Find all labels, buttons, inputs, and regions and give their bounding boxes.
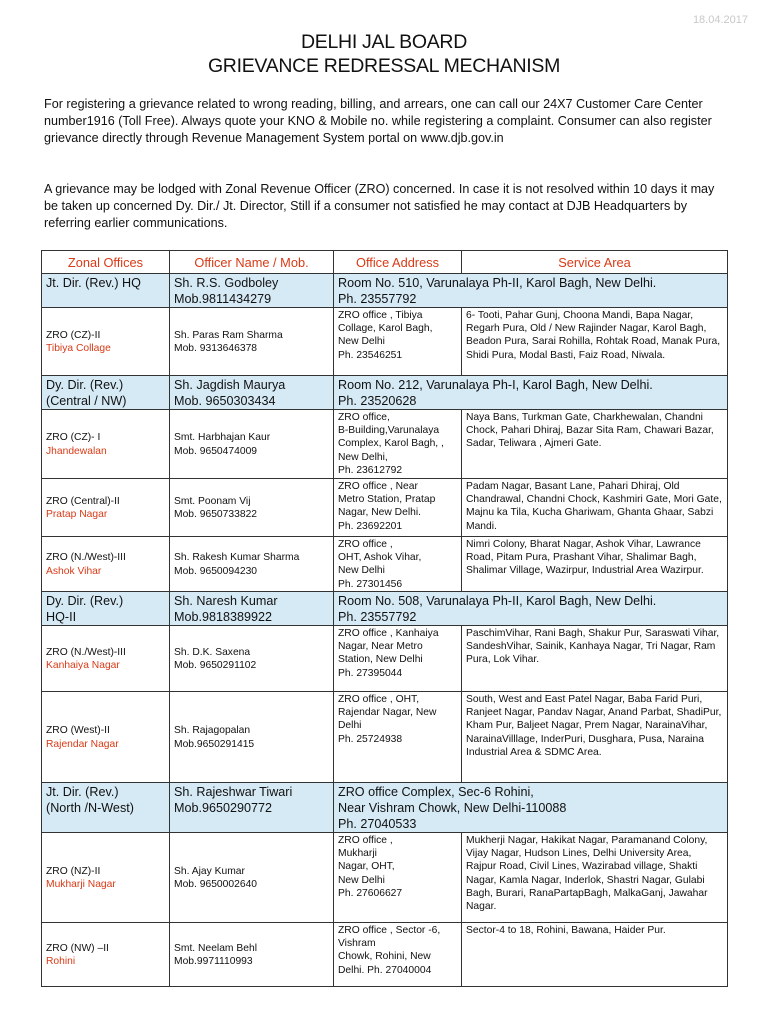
address-line: Nagar, Near Metro [338, 641, 423, 653]
office-address-cell [334, 783, 728, 833]
address-line: ZRO office Complex, Sec-6 Rohini, [338, 785, 534, 799]
address-line: Ph. 27395044 [338, 667, 403, 679]
officer-line: Mob. 9650474009 [174, 445, 258, 457]
zone-line: ZRO (CZ)- I [46, 432, 101, 444]
zonal-office-cell [42, 783, 170, 833]
address-line: ZRO office , OHT, [338, 694, 420, 705]
address-line: Metro Station, Pratap [338, 494, 436, 506]
office-address-cell [334, 923, 462, 987]
service-area-cell: PaschimVihar, Rani Bagh, Shakur Pur, Saraswati Vihar, SandeshVihar, Sainik, Kanhaya Nagar, Tri Nagar, Ram Pura, Lok Vihar. [462, 626, 728, 692]
officer-line: Sh. Ajay Kumar [174, 865, 245, 877]
zonal-office-cell [42, 479, 170, 537]
document-date: 18.04.2017 [692, 14, 748, 26]
service-area-cell: 6- Tooti, Pahar Gunj, Choona Mandi, Bapa Nagar, Regarh Pura, Old / New Rajinder Nagar, Karol Bagh, Beadon Pura, Sarai Rohilla, Rohtak Road, Manak Pura, Shidi Pura, Modal Basti, Faiz Road, Niwala. [462, 308, 728, 376]
zonal-office-cell [42, 833, 170, 923]
zone-line: Jt. Dir. (Rev.) HQ [46, 276, 141, 290]
office-header-row [42, 783, 728, 833]
officer-line: Mob. 9650733822 [174, 509, 258, 520]
address-line: Room No. 510, Varunalaya Ph-II, Karol Bagh, New Delhi. [338, 276, 657, 290]
office-header-row [42, 274, 728, 308]
address-line: Ph. 23557792 [338, 610, 417, 624]
office-header-row [42, 592, 728, 626]
service-area-cell: South, West and East Patel Nagar, Baba Farid Puri, Ranjeet Nagar, Pandav Nagar, Anand Parbat, ShadiPur, Kham Pur, Baljeet Nagar, Prem Nagar, NarainaVihar, NarainaVilllage, InderPuri, Dusghara, Pusa, Naraina Industrial Area & SDMC Area. [462, 692, 728, 783]
zone-location: Mukharji Nagar [46, 879, 116, 890]
officer-line: Sh. Rakesh Kumar Sharma [174, 552, 300, 564]
zone-line: ZRO (CZ)-II [46, 329, 101, 341]
zone-location: Pratap Nagar [46, 509, 108, 520]
officer-line: Smt. Harbhajan Kaur [174, 432, 271, 444]
officer-cell [170, 692, 334, 783]
officer-line: Sh. Jagdish Maurya [174, 378, 286, 392]
address-line: Ph. 27301456 [338, 578, 403, 590]
officer-cell [170, 783, 334, 833]
zone-location: Rajendar Nagar [46, 738, 119, 750]
address-line: Chowk, Rohini, New [338, 951, 431, 963]
address-line: New Delhi [338, 874, 385, 886]
title-line-2: GRIEVANCE REDRESSAL MECHANISM [207, 55, 561, 77]
office-address-cell [334, 626, 462, 692]
officer-line: Smt. Poonam Vij [174, 495, 251, 507]
zro-row [42, 626, 728, 692]
zone-location: Rohini [46, 956, 76, 967]
office-header-row [42, 376, 728, 410]
table-header-row [42, 251, 728, 274]
address-line: Nagar, OHT, [338, 861, 395, 873]
officer-cell [170, 537, 334, 592]
address-line: ZRO office , Sector -6, [338, 925, 441, 936]
address-line: Station, New Delhi [338, 654, 423, 666]
header-address: Office Address [334, 251, 462, 274]
zone-location: Jhandewalan [46, 445, 107, 457]
address-line: ZRO office , Near [338, 481, 418, 492]
officer-line: Mob.9811434279 [174, 292, 272, 306]
officer-cell [170, 410, 334, 479]
address-line: Room No. 212, Varunalaya Ph-I, Karol Bagh, New Delhi. [338, 378, 653, 392]
officer-line: Mob.9818389922 [174, 610, 273, 624]
zone-line: (Central / NW) [46, 394, 127, 408]
header-service-area: Service Area [462, 251, 728, 274]
address-line: New Delhi, [338, 451, 388, 463]
service-area-cell: Sector-4 to 18, Rohini, Bawana, Haider Pur. [462, 923, 728, 987]
zro-row [42, 537, 728, 592]
address-line: Ph. 23692201 [338, 520, 403, 532]
office-address-cell [334, 592, 728, 626]
officer-cell [170, 274, 334, 308]
officer-line: Mob.9650290772 [174, 801, 273, 815]
address-line: Ph. 23612792 [338, 464, 403, 476]
officer-line: Sh. Rajagopalan [174, 725, 251, 737]
zone-line: ZRO (West)-II [46, 725, 110, 737]
address-line: Complex, Karol Bagh, , [338, 438, 444, 450]
zone-line: Dy. Dir. (Rev.) [46, 594, 124, 608]
officer-line: Sh. Rajeshwar Tiwari [174, 785, 293, 799]
address-line: ZRO office, [338, 412, 390, 423]
zone-location: Kanhaiya Nagar [46, 660, 120, 671]
officer-cell [170, 308, 334, 376]
address-line: B-Building,Varunalaya [338, 425, 440, 437]
office-address-cell [334, 410, 462, 479]
address-line: Ph. 23557792 [338, 292, 417, 306]
document-title [0, 30, 768, 78]
office-address-cell [334, 537, 462, 592]
address-line: Collage, Karol Bagh, [338, 323, 433, 335]
zro-row [42, 833, 728, 923]
officer-line: Mob. 9650303434 [174, 394, 276, 408]
zone-line: Dy. Dir. (Rev.) [46, 378, 124, 392]
address-line: Room No. 508, Varunalaya Ph-II, Karol Bagh, New Delhi. [338, 594, 657, 608]
address-line: New Delhi [338, 565, 385, 577]
office-address-cell [334, 308, 462, 376]
officer-line: Mob. 9313646378 [174, 343, 258, 354]
address-line: Ph. 27606627 [338, 887, 403, 899]
zonal-office-cell [42, 410, 170, 479]
service-area-cell: Padam Nagar, Basant Lane, Pahari Dhiraj, Old Chandrawal, Chandni Chock, Kashmiri Gate, Mori Gate, Majnu ka Tila, Kucha Ghariwam, Ghanta Ghaar, Sabzi Mandi. [462, 479, 728, 537]
address-line: Ph. 27040533 [338, 817, 417, 831]
service-area-cell: Nimri Colony, Bharat Nagar, Ashok Vihar, Lawrance Road, Pitam Pura, Prashant Vihar, Shalimar Bagh, Shalimar Village, Wazirpur, Industrial Area Wazirpur. [462, 537, 728, 592]
officer-line: Mob. 9650291102 [174, 660, 257, 671]
zone-line: (North /N-West) [46, 801, 134, 815]
zone-location: Ashok Vihar [46, 565, 102, 577]
address-line: Near Vishram Chowk, New Delhi-110088 [338, 801, 567, 815]
zone-line: HQ-II [46, 610, 77, 624]
address-line: Delhi. Ph. 27040004 [338, 964, 432, 976]
address-line: ZRO office , [338, 539, 393, 550]
zone-location: Tibiya Collage [46, 343, 111, 354]
zro-row [42, 308, 728, 376]
officer-line: Sh. D.K. Saxena [174, 646, 251, 658]
table-body [42, 274, 728, 987]
zone-line: Jt. Dir. (Rev.) [46, 785, 119, 799]
zonal-office-cell [42, 626, 170, 692]
zonal-office-cell [42, 376, 170, 410]
address-line: ZRO office , Kanhaiya [338, 628, 439, 639]
address-line: Ph. 23546251 [338, 349, 403, 361]
address-line: Nagar, New Delhi. [338, 507, 421, 519]
zonal-office-cell [42, 537, 170, 592]
office-address-cell [334, 833, 462, 923]
zone-line: ZRO (N./West)-III [46, 552, 126, 564]
address-line: ZRO office , [338, 835, 393, 846]
officer-line: Sh. Naresh Kumar [174, 594, 278, 608]
title-line-1: DELHI JAL BOARD [301, 31, 467, 53]
address-line: Ph. 23520628 [338, 394, 417, 408]
header-officer: Officer Name / Mob. [170, 251, 334, 274]
office-address-cell [334, 376, 728, 410]
zro-row [42, 923, 728, 987]
grievance-table [41, 250, 728, 987]
address-line: Delhi [338, 720, 362, 732]
officer-line: Sh. Paras Ram Sharma [174, 329, 283, 341]
officer-line: Mob.9971110993 [174, 956, 253, 967]
officer-cell [170, 592, 334, 626]
intro-paragraph: For registering a grievance related to wrong reading, billing, and arrears, one can call our 24X7 Customer Care Center number1916 (Toll Free). Always quote your KNO & Mobile no. while registering a complaint. Consumer can also register grievance directly through Revenue Management System portal on www.djb.gov.in [44, 97, 712, 145]
service-area-cell: Mukherji Nagar, Hakikat Nagar, Paramanand Colony, Vijay Nagar, Hudson Lines, Delhi University Area, Rajpur Road, Civil Lines, Wazirabad village, Shakti Nagar, Kamla Nagar, Inderlok, Shastri Nagar, Gulabi Bagh, Burari, RanaPartapBagh, MalkaGanj, Jawahar Nagar. [462, 833, 728, 923]
zone-line: ZRO (Central)-II [46, 495, 120, 507]
officer-line: Mob. 9650002640 [174, 879, 258, 890]
address-line: Rajendar Nagar, New [338, 707, 437, 719]
zonal-office-cell [42, 274, 170, 308]
zro-row [42, 410, 728, 479]
zro-row [42, 479, 728, 537]
office-address-cell [334, 479, 462, 537]
zro-row [42, 692, 728, 783]
escalation-paragraph: A grievance may be lodged with Zonal Revenue Officer (ZRO) concerned. In case it is not resolved within 10 days it may be taken up concerned Dy. Dir./ Jt. Director, Still if a consumer not satisfied he may contact at DJB Headquarters by referring earlier communications. [44, 182, 715, 230]
officer-cell [170, 479, 334, 537]
address-line: Vishram [338, 938, 376, 950]
office-address-cell [334, 692, 462, 783]
address-line: New Delhi [338, 336, 385, 348]
address-line: Ph. 25724938 [338, 733, 403, 745]
address-line: Mukharji [338, 848, 377, 860]
officer-cell [170, 626, 334, 692]
zonal-office-cell [42, 923, 170, 987]
zone-line: ZRO (N./West)-III [46, 646, 126, 658]
zonal-office-cell [42, 592, 170, 626]
officer-line: Sh. R.S. Godboley [174, 276, 279, 290]
header-zonal-offices: Zonal Offices [42, 251, 170, 274]
officer-line: Mob.9650291415 [174, 738, 255, 750]
officer-cell [170, 376, 334, 410]
zone-line: ZRO (NZ)-II [46, 865, 101, 877]
officer-line: Smt. Neelam Behl [174, 942, 257, 954]
officer-cell [170, 923, 334, 987]
officer-cell [170, 833, 334, 923]
address-line: ZRO office , Tibiya [338, 310, 423, 321]
zonal-office-cell [42, 692, 170, 783]
office-address-cell [334, 274, 728, 308]
zone-line: ZRO (NW) –II [46, 942, 109, 954]
officer-line: Mob. 9650094230 [174, 565, 258, 577]
zonal-office-cell [42, 308, 170, 376]
service-area-cell: Naya Bans, Turkman Gate, Charkhewalan, Chandni Chock, Pahari Dhiraj, Bazar Sita Ram, Chawari Bazar, Sadar, Teliwara , Ajmeri Gate. [462, 410, 728, 479]
address-line: OHT, Ashok Vihar, [338, 552, 422, 564]
